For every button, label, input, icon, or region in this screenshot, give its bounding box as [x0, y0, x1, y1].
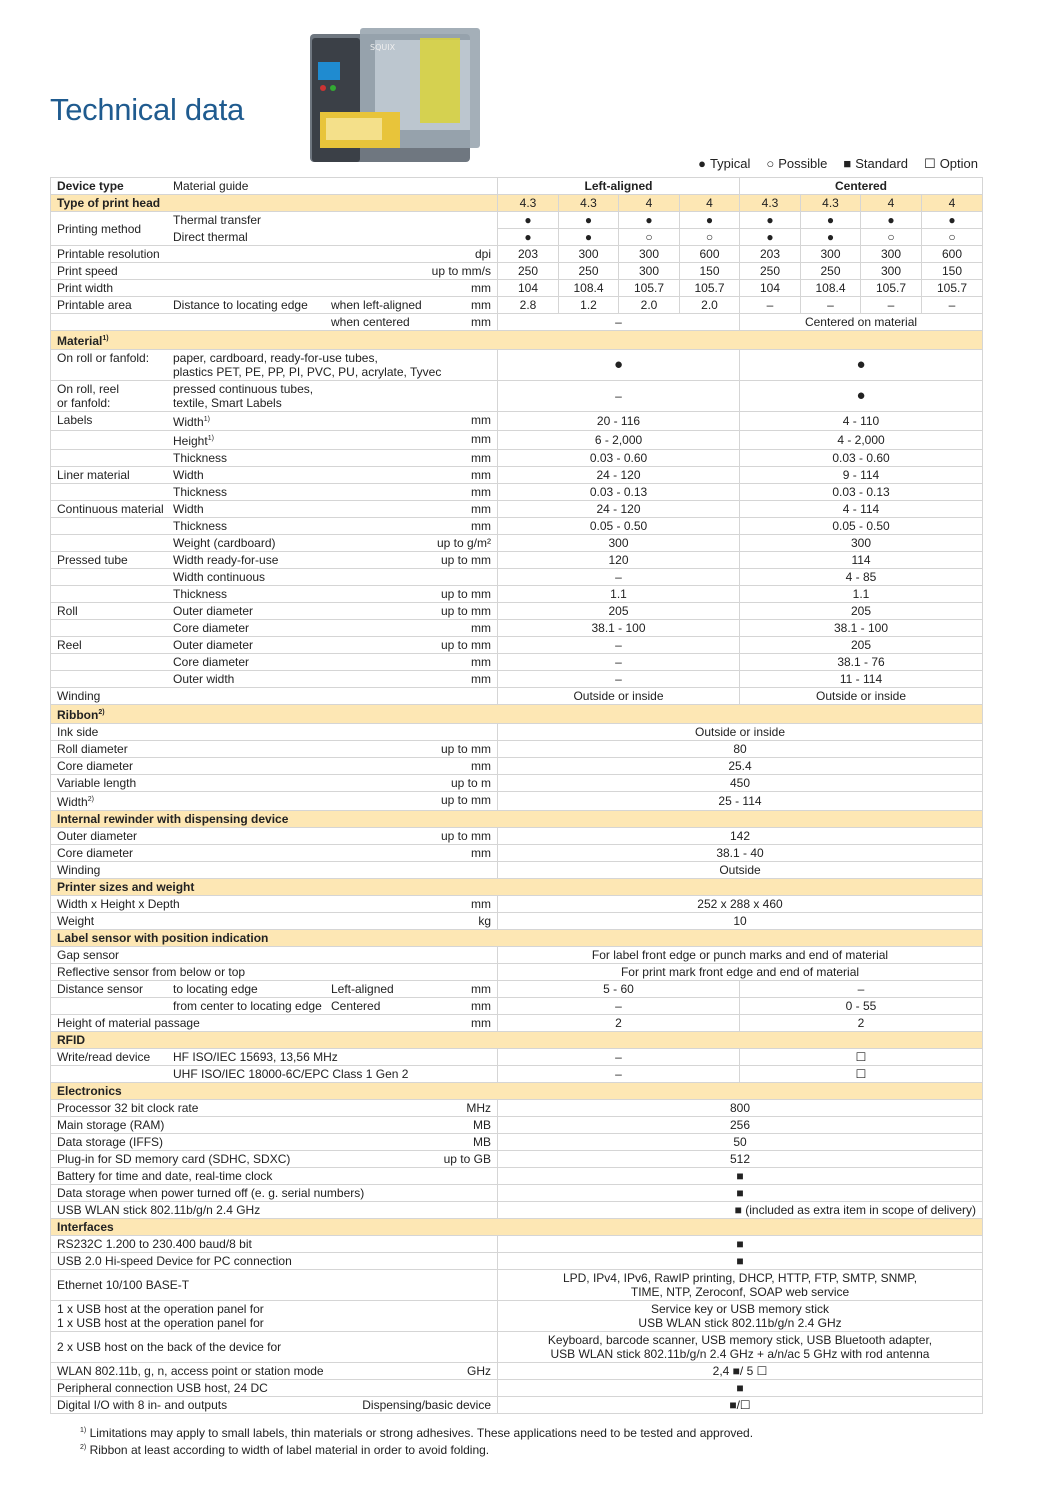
row-label: Thickness mm: [51, 484, 498, 501]
table-row: [51, 263, 983, 280]
value-cell: 2.8: [498, 297, 559, 314]
table-row: [51, 1363, 983, 1380]
value-cell: 25 - 114: [498, 792, 983, 811]
row-label: Liner material Width mm: [51, 467, 498, 484]
page-title: Technical data: [50, 92, 244, 127]
row-label: Processor 32 bit clock rate MHz: [51, 1100, 498, 1117]
value-cell: ■/☐: [498, 1397, 983, 1414]
section-header: Label sensor with position indication: [51, 930, 983, 947]
table-row: [51, 484, 983, 501]
table-row: [51, 1015, 983, 1032]
table-row: [51, 1066, 983, 1083]
table-row: 2 x USB host on the back of the device for Keyboard, barcode scanner, USB memory stick, USB Bluetooth adapter, USB WLAN stick 802.11b/g/n 2.4 GHz + a/n/ac 5 GHz with rod antenna: [51, 1332, 983, 1363]
row-label: Thickness mm: [51, 518, 498, 535]
value-cell: ○: [922, 229, 983, 246]
table-row: [51, 981, 983, 998]
value-cell: 250: [801, 263, 861, 280]
value-cell: ○: [619, 229, 680, 246]
row-label: Variable length up to m: [51, 775, 498, 792]
left-aligned-value: –: [498, 654, 740, 671]
value-cell: ●: [740, 212, 801, 229]
left-aligned-value: 0.03 - 0.60: [498, 450, 740, 467]
centered-value: 0.05 - 0.50: [740, 518, 983, 535]
value-cell: ●: [922, 212, 983, 229]
tech-data-table: [50, 177, 983, 1414]
left-aligned-value: 2: [498, 1015, 740, 1032]
row-label: Data storage (IFFS) MB: [51, 1134, 498, 1151]
row-label: Height of material passage mm: [51, 1015, 498, 1032]
value-cell: ■: [498, 1236, 983, 1253]
row-label: Main storage (RAM) MB: [51, 1117, 498, 1134]
centered-value: 38.1 - 100: [740, 620, 983, 637]
row-label: Roll diameter up to mm: [51, 741, 498, 758]
value-cell: 300: [619, 263, 680, 280]
centered-value: 205: [740, 603, 983, 620]
table-row: [51, 1151, 983, 1168]
table-row: [51, 1397, 983, 1414]
left-aligned-value: 20 - 116: [498, 412, 740, 431]
value-cell: 250: [740, 263, 801, 280]
value-cell: 256: [498, 1117, 983, 1134]
centered-value: 11 - 114: [740, 671, 983, 688]
row-label: Print width mm: [51, 280, 498, 297]
table-row: [51, 431, 983, 450]
table-row: [51, 518, 983, 535]
section-header: Electronics: [51, 1083, 983, 1100]
table-row: [51, 1380, 983, 1397]
value-cell: 300: [861, 263, 922, 280]
row-label: Outer diameter up to mm: [51, 828, 498, 845]
value-cell: 250: [498, 263, 559, 280]
table-row: [51, 1253, 983, 1270]
table-row: [51, 297, 983, 314]
value-cell: 150: [680, 263, 740, 280]
left-aligned-value: 5 - 60: [498, 981, 740, 998]
legend-possible: ○ Possible: [766, 156, 828, 171]
centered-value: ☐: [740, 1066, 983, 1083]
value-cell: 25.4: [498, 758, 983, 775]
value-cell: ●: [740, 229, 801, 246]
footnote-1: $^{1)}$ Limitations may apply to small labels, thin materials or strong adhesives. These applications need to be tested and approved.: [80, 1426, 754, 1440]
table-row: On roll or fanfold: paper, cardboard, ready-for-use tubes, plastics PET, PE, PP, PI, PVC, PU, acrylate, Tyvec ● ●: [51, 350, 983, 381]
left-aligned-value: 0.05 - 0.50: [498, 518, 740, 535]
table-row: [51, 1117, 983, 1134]
table-row: [51, 637, 983, 654]
value-cell: 800: [498, 1100, 983, 1117]
section-header: Ribbon$^{2)}$: [51, 705, 983, 724]
table-row: [51, 862, 983, 879]
value-cell: 203: [740, 246, 801, 263]
row-label: Core diameter mm: [51, 620, 498, 637]
value-cell: 512: [498, 1151, 983, 1168]
row-label: RS232C 1.200 to 230.400 baud/8 bit: [51, 1236, 498, 1253]
table-row: [51, 1134, 983, 1151]
left-aligned-value: 38.1 - 100: [498, 620, 740, 637]
value-cell: For print mark front edge and end of material: [498, 964, 983, 981]
table-row: [51, 246, 983, 263]
row-label: Winding: [51, 862, 498, 879]
table-row: [51, 467, 983, 484]
value-cell: –: [740, 297, 801, 314]
centered-value: ☐: [740, 1049, 983, 1066]
section-header: Printer sizes and weight: [51, 879, 983, 896]
table-row: [51, 1185, 983, 1202]
row-label: Core diameter mm: [51, 758, 498, 775]
centered-value: 205: [740, 637, 983, 654]
value-cell: 105.7: [619, 280, 680, 297]
left-aligned-value: 6 - 2,000: [498, 431, 740, 450]
value-cell: ●: [680, 212, 740, 229]
section-header: Interfaces: [51, 1219, 983, 1236]
centered-value: 4 - 2,000: [740, 431, 983, 450]
legend-option: ☐ Option: [924, 156, 978, 171]
table-row: [51, 450, 983, 467]
table-row: [51, 1049, 983, 1066]
table-row: [51, 654, 983, 671]
table-row: [51, 280, 983, 297]
row-label: Thickness up to mm: [51, 586, 498, 603]
value-cell: 203: [498, 246, 559, 263]
value-cell: ●: [619, 212, 680, 229]
table-row: [51, 896, 983, 913]
value-cell: ○: [861, 229, 922, 246]
row-label: Digital I/O with 8 in- and outputs Dispensing/basic device: [51, 1397, 498, 1414]
value-cell: 250: [559, 263, 619, 280]
table-row: [51, 620, 983, 637]
row-label: Peripheral connection USB host, 24 DC: [51, 1380, 498, 1397]
table-row: [51, 947, 983, 964]
value-cell: ■: [498, 1168, 983, 1185]
value-cell: ○: [680, 229, 740, 246]
row-label: Ink side: [51, 724, 498, 741]
table-row: [51, 535, 983, 552]
centered-value: 4 - 110: [740, 412, 983, 431]
left-aligned-value: 120: [498, 552, 740, 569]
row-label: Weight kg: [51, 913, 498, 930]
value-cell: 50: [498, 1134, 983, 1151]
value-cell: 38.1 - 40: [498, 845, 983, 862]
row-label: Distance sensor to locating edge Left-aligned mm: [51, 981, 498, 998]
table-row: On roll, reel or fanfold: pressed continuous tubes, textile, Smart Labels – ●: [51, 381, 983, 412]
table-row: [51, 552, 983, 569]
table-row: [51, 964, 983, 981]
value-cell: 2.0: [680, 297, 740, 314]
row-label: Width continuous: [51, 569, 498, 586]
value-cell: 104: [740, 280, 801, 297]
row-label: UHF ISO/IEC 18000-6C/EPC Class 1 Gen 2: [51, 1066, 498, 1083]
row-label: Roll Outer diameter up to mm: [51, 603, 498, 620]
centered-value: Centered on material: [740, 314, 983, 331]
value-cell: 105.7: [680, 280, 740, 297]
centered-value: 0 - 55: [740, 998, 983, 1015]
row-label: WLAN 802.11b, g, n, access point or station mode GHz: [51, 1363, 498, 1380]
left-aligned-value: Outside or inside: [498, 688, 740, 705]
value-cell: 105.7: [922, 280, 983, 297]
centered-value: Outside or inside: [740, 688, 983, 705]
value-cell: 150: [922, 263, 983, 280]
table-header-row: Device type Material guide Left-aligned Centered: [51, 178, 983, 195]
centered-value: 9 - 114: [740, 467, 983, 484]
row-label: USB 2.0 Hi-speed Device for PC connection: [51, 1253, 498, 1270]
row-label: Weight (cardboard) up to g/m²: [51, 535, 498, 552]
row-label: USB WLAN stick 802.11b/g/n 2.4 GHz: [51, 1202, 498, 1219]
table-row: [51, 688, 983, 705]
centered-value: 38.1 - 76: [740, 654, 983, 671]
value-cell: 1.2: [559, 297, 619, 314]
table-row: Printing method Thermal transfer Direct thermal ● ● ● ● ● ● ● ●: [51, 212, 983, 229]
table-row: 1 x USB host at the operation panel for 1 x USB host at the operation panel for Service key or USB memory stick USB WLAN stick 802.11b/g/n 2.4 GHz: [51, 1301, 983, 1332]
value-cell: 108.4: [559, 280, 619, 297]
value-cell: 2,4 ■/ 5 ☐: [498, 1363, 983, 1380]
value-cell: ■: [498, 1380, 983, 1397]
left-aligned-value: –: [498, 314, 740, 331]
value-cell: 104: [498, 280, 559, 297]
symbol-legend: [698, 156, 978, 172]
value-cell: Outside: [498, 862, 983, 879]
table-row: [51, 586, 983, 603]
value-cell: –: [861, 297, 922, 314]
value-cell: ■: [498, 1253, 983, 1270]
left-aligned-value: –: [498, 637, 740, 654]
row-label: Outer width mm: [51, 671, 498, 688]
centered-value: 0.03 - 0.60: [740, 450, 983, 467]
table-row: [51, 412, 983, 431]
value-cell: 300: [801, 246, 861, 263]
left-aligned-value: 205: [498, 603, 740, 620]
centered-value: 4 - 85: [740, 569, 983, 586]
row-label: Labels Width$^{1)}$ mm: [51, 412, 498, 431]
value-cell: ●: [559, 212, 619, 229]
table-row: [51, 569, 983, 586]
table-row: [51, 671, 983, 688]
value-cell: 2.0: [619, 297, 680, 314]
left-aligned-value: –: [498, 1049, 740, 1066]
table-row: [51, 913, 983, 930]
row-label: Height$^{1)}$ mm: [51, 431, 498, 450]
value-cell: ●: [559, 229, 619, 246]
value-cell: ■: [498, 1185, 983, 1202]
table-row: [51, 828, 983, 845]
centered-value: 1.1: [740, 586, 983, 603]
left-aligned-value: –: [498, 671, 740, 688]
value-cell: 600: [680, 246, 740, 263]
left-aligned-value: 24 - 120: [498, 467, 740, 484]
centered-value: 4 - 114: [740, 501, 983, 518]
value-cell: 300: [619, 246, 680, 263]
left-aligned-value: 300: [498, 535, 740, 552]
table-row: [51, 758, 983, 775]
row-label: Winding: [51, 688, 498, 705]
row-label: Thickness mm: [51, 450, 498, 467]
table-row: USB WLAN stick 802.11b/g/n 2.4 GHz ■ (included as extra item in scope of delivery): [51, 1202, 983, 1219]
centered-value: 300: [740, 535, 983, 552]
legend-typical: ● Typical: [698, 156, 751, 171]
section-header: RFID: [51, 1032, 983, 1049]
centered-value: 2: [740, 1015, 983, 1032]
left-aligned-value: –: [498, 998, 740, 1015]
row-label: Width x Height x Depth mm: [51, 896, 498, 913]
left-aligned-value: 24 - 120: [498, 501, 740, 518]
value-cell: 10: [498, 913, 983, 930]
value-cell: ●: [498, 229, 559, 246]
table-row: [51, 724, 983, 741]
value-cell: –: [801, 297, 861, 314]
row-label: Printable resolution dpi: [51, 246, 498, 263]
table-row: [51, 792, 983, 811]
row-label: Data storage when power turned off (e. g. serial numbers): [51, 1185, 498, 1202]
centered-value: 0.03 - 0.13: [740, 484, 983, 501]
value-cell: ●: [861, 212, 922, 229]
section-header: Internal rewinder with dispensing device: [51, 811, 983, 828]
value-cell: 450: [498, 775, 983, 792]
row-label: when centered mm: [51, 314, 498, 331]
left-aligned-value: 1.1: [498, 586, 740, 603]
table-row: Ethernet 10/100 BASE-T LPD, IPv4, IPv6, RawIP printing, DHCP, HTTP, FTP, SMTP, SNMP, TIME, NTP, Zeroconf, SOAP web service: [51, 1270, 983, 1301]
value-cell: Outside or inside: [498, 724, 983, 741]
left-aligned-value: –: [498, 1066, 740, 1083]
table-row: [51, 314, 983, 331]
row-label: Gap sensor: [51, 947, 498, 964]
table-row: [51, 998, 983, 1015]
row-label: Battery for time and date, real-time clock: [51, 1168, 498, 1185]
row-label: Reel Outer diameter up to mm: [51, 637, 498, 654]
value-cell: 80: [498, 741, 983, 758]
row-label: Core diameter mm: [51, 654, 498, 671]
table-row: [51, 741, 983, 758]
value-cell: 300: [559, 246, 619, 263]
svg-text:SQUIX: SQUIX: [370, 43, 396, 52]
row-label: Printable area Distance to locating edge when left-aligned mm: [51, 297, 498, 314]
centered-value: –: [740, 981, 983, 998]
value-cell: ●: [498, 212, 559, 229]
row-label: Core diameter mm: [51, 845, 498, 862]
row-label: Continuous material Width mm: [51, 501, 498, 518]
row-label: from center to locating edge Centered mm: [51, 998, 498, 1015]
value-cell: 108.4: [801, 280, 861, 297]
value-cell: 105.7: [861, 280, 922, 297]
table-row: [51, 501, 983, 518]
value-cell: ●: [801, 212, 861, 229]
table-row: [51, 1168, 983, 1185]
table-row: [51, 775, 983, 792]
row-label: Reflective sensor from below or top: [51, 964, 498, 981]
left-aligned-value: –: [498, 569, 740, 586]
row-label: Width$^{2)}$ up to mm: [51, 792, 498, 811]
row-label: Write/read device HF ISO/IEC 15693, 13,56 MHz: [51, 1049, 498, 1066]
value-cell: 600: [922, 246, 983, 263]
centered-value: 114: [740, 552, 983, 569]
printer-product-image: [300, 18, 500, 168]
row-label: Plug-in for SD memory card (SDHC, SDXC) up to GB: [51, 1151, 498, 1168]
value-cell: ●: [801, 229, 861, 246]
value-cell: 252 x 288 x 460: [498, 896, 983, 913]
section-header: Material$^{1)}$: [51, 331, 983, 350]
value-cell: For label front edge or punch marks and end of material: [498, 947, 983, 964]
value-cell: 142: [498, 828, 983, 845]
table-row: [51, 1100, 983, 1117]
table-row: [51, 845, 983, 862]
row-label: Print speed up to mm/s: [51, 263, 498, 280]
value-cell: –: [922, 297, 983, 314]
footnote-2: $^{2)}$ Ribbon at least according to width of label material in order to avoid folding.: [80, 1443, 490, 1457]
print-head-row: Type of print head 4.3 4.3 4 4 4.3 4.3 4 4: [51, 195, 983, 212]
legend-standard: ■ Standard: [843, 156, 909, 171]
table-row: [51, 1236, 983, 1253]
row-label: Pressed tube Width ready-for-use up to mm: [51, 552, 498, 569]
value-cell: 300: [861, 246, 922, 263]
left-aligned-value: 0.03 - 0.13: [498, 484, 740, 501]
table-row: [51, 603, 983, 620]
